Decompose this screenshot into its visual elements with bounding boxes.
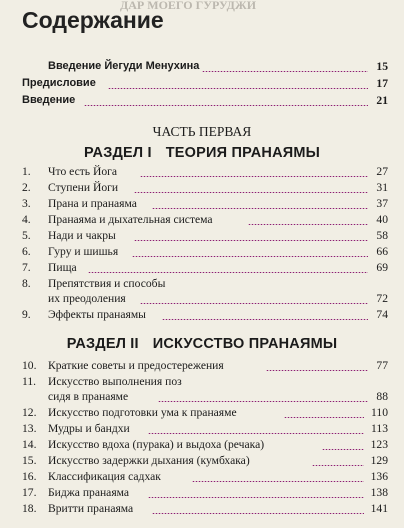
toc-entry-page: 136 [370,470,388,483]
dot-leader [148,433,364,434]
toc-entry[interactable] [22,502,388,518]
toc-entry-page: 138 [370,486,388,499]
toc-entry-title: Ступени Йоги [48,181,119,194]
toc-entry[interactable] [22,245,388,261]
toc-entry-number: 7. [22,261,31,274]
section-label: РАЗДЕЛ II [66,336,139,352]
toc-entry-continuation[interactable] [22,292,388,308]
toc-entry-title: Эффекты пранаямы [48,308,146,321]
dot-leader [192,481,364,482]
toc-entry-page: 37 [376,197,388,210]
toc-entry[interactable] [22,406,388,422]
page-title: Содержание [22,7,164,33]
toc-entry-continuation[interactable] [22,390,388,406]
toc-entry-number: 18. [22,502,37,515]
toc-entry-title: Нади и чакры [48,229,116,242]
dot-leader [148,497,364,498]
dot-leader [140,176,368,177]
toc-entry-number: 10. [22,359,37,372]
toc-entry[interactable] [22,181,388,197]
dot-leader [322,449,364,450]
toc-entry-title: Краткие советы и предостережения [48,359,224,372]
dot-leader [158,401,368,402]
dot-leader [312,465,364,466]
bleed-header: ДАР МОЕГО ГУРУДЖИ [120,0,257,12]
toc-entry-title: Препятствия и способы [48,277,166,290]
toc-entry-title: Пища [48,261,77,274]
toc-entry-title: Введение [22,94,76,106]
toc-entry-number: 4. [22,213,31,226]
toc-entry[interactable] [22,375,388,391]
toc-entry-title: Вритти пранаяма [48,502,134,515]
toc-entry-title-continuation: сидя в пранаяме [48,390,129,403]
toc-entry-number: 1. [22,165,31,178]
dot-leader [108,88,368,89]
section-title: ИСКУССТВО ПРАНАЯМЫ [152,336,338,352]
toc-entry[interactable] [22,359,388,375]
toc-entry-page: 88 [376,390,388,403]
toc-entry-number: 11. [22,375,37,388]
toc-entry-page: 31 [376,181,388,194]
toc-entry-title: Пранаяма и дыхательная система [48,213,213,226]
dot-leader [132,256,368,257]
toc-entry-number: 8. [22,277,31,290]
toc-entry-page: 40 [376,213,388,226]
toc-entry-title: Искусство подготовки ума к пранаяме [48,406,237,419]
toc-entry-number: 9. [22,308,31,321]
toc-entry-number: 3. [22,197,31,210]
toc-entry-page: 21 [376,94,388,107]
dot-leader [134,240,368,241]
toc-entry-page: 17 [376,77,388,90]
toc-entry[interactable] [22,197,388,213]
dot-leader [152,513,364,514]
toc-entry-title: Предисловие [22,77,96,89]
toc-entry-page: 66 [376,245,388,258]
toc-entry-page: 74 [376,308,388,321]
toc-entry[interactable] [22,94,388,110]
dot-leader [266,370,368,371]
dot-leader [162,319,368,320]
toc-entry[interactable] [22,454,388,470]
toc-entry-page: 69 [376,261,388,274]
section-heading [0,336,404,352]
toc-entry-title: Биджа пранаяма [48,486,130,499]
toc-entry-number: 6. [22,245,31,258]
toc-entry-number: 16. [22,470,37,483]
toc-entry-title: Искусство задержки дыхания (кумбхака) [48,454,250,467]
toc-entry[interactable] [22,229,388,245]
section-heading [0,145,404,161]
toc-entry-page: 113 [371,422,388,435]
toc-entry-title: Прана и пранаяма [48,197,137,210]
toc-entry[interactable] [22,438,388,454]
toc-entry-number: 15. [22,454,37,467]
toc-entry-number: 5. [22,229,31,242]
toc-entry-page: 123 [370,438,388,451]
toc-entry-page: 77 [376,359,388,372]
section-title: ТЕОРИЯ ПРАНАЯМЫ [165,145,321,161]
dot-leader [140,303,368,304]
toc-entry-number: 13. [22,422,37,435]
section-label: РАЗДЕЛ I [83,145,152,161]
toc-entry[interactable] [22,308,388,324]
toc-entry-page: 58 [376,229,388,242]
dot-leader [248,224,368,225]
dot-leader [152,208,368,209]
dot-leader [134,192,368,193]
toc-entry-title: Гуру и шишья [48,245,119,258]
toc-entry-title-continuation: их преодоления [48,292,126,305]
toc-entry-title: Мудры и бандхи [48,422,130,435]
toc-entry-title: Введение Йегуди Менухина [48,60,200,72]
toc-entry-title: Что есть Йога [48,165,118,178]
toc-entry-title: Искусство вдоха (пурака) и выдоха (речака) [48,438,265,451]
toc-entry-page: 72 [376,292,388,305]
toc-entry[interactable] [22,277,388,293]
toc-entry-number: 14. [22,438,37,451]
toc-entry-page: 15 [376,60,388,73]
toc-entry[interactable] [22,261,388,277]
toc-entry-title: Классификация садхак [48,470,161,483]
toc-entry-title: Искусство выполнения поз [48,375,182,388]
toc-entry-page: 129 [370,454,388,467]
dot-leader [84,105,368,106]
toc-entry[interactable] [22,486,388,502]
toc-entry[interactable] [22,165,388,181]
dot-leader [284,417,364,418]
toc-entry-page: 27 [376,165,388,178]
toc-entry-number: 12. [22,406,37,419]
toc-entry-page: 141 [370,502,388,515]
dot-leader [88,272,368,273]
toc-entry-page: 110 [371,406,388,419]
toc-entry[interactable] [22,213,388,229]
toc-entry[interactable] [22,77,388,93]
part-heading: ЧАСТЬ ПЕРВАЯ [152,124,252,139]
toc-entry-number: 2. [22,181,31,194]
toc-entry[interactable] [22,422,388,438]
toc-entry[interactable] [22,60,388,76]
dot-leader [202,71,368,72]
toc-entry-number: 17. [22,486,37,499]
toc-entry[interactable] [22,470,388,486]
